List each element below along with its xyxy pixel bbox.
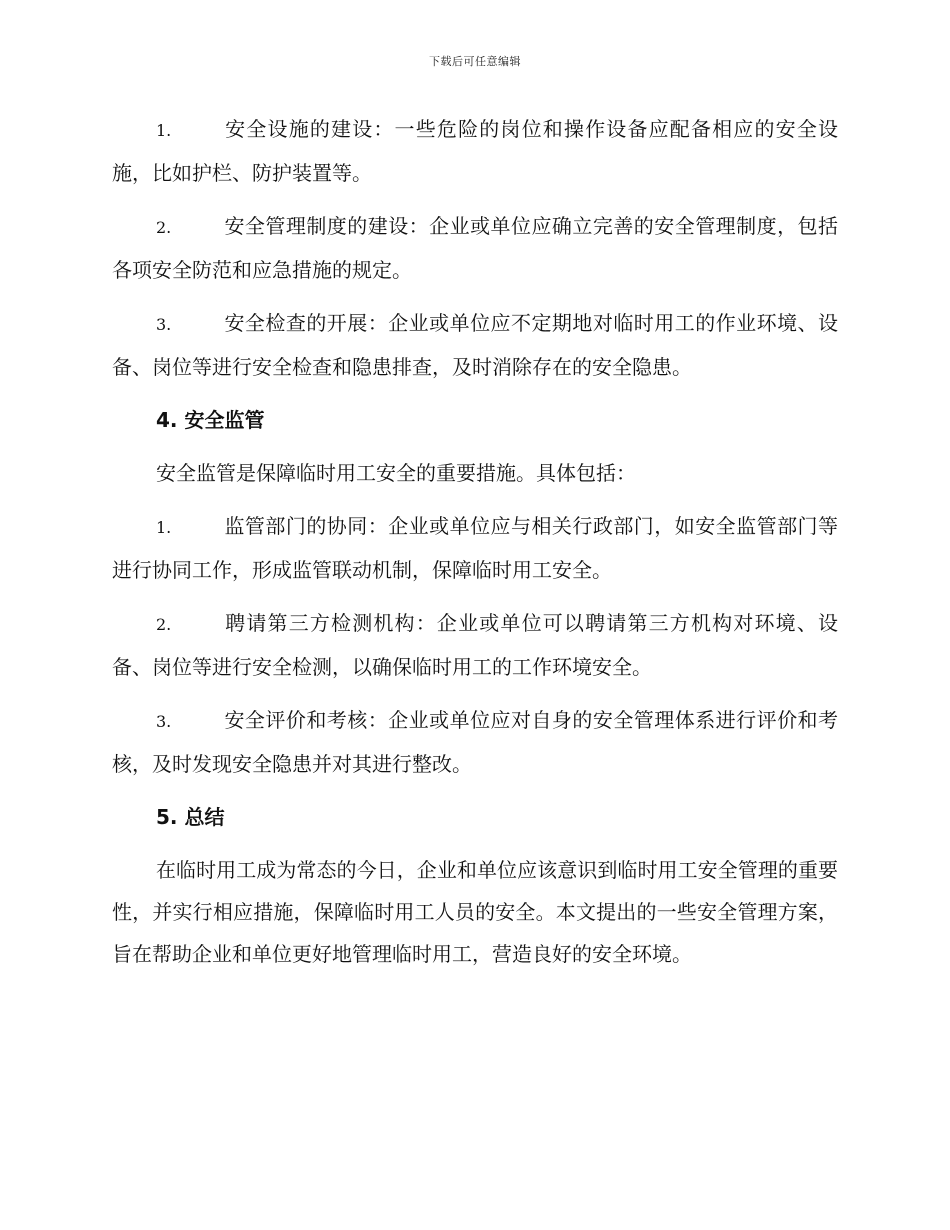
list-item — [112, 108, 838, 194]
section-intro: 安全监管是保障临时用工安全的重要措施。具体包括： — [156, 461, 636, 485]
list-number: 1. — [156, 121, 172, 140]
list-text: 安全检查的开展：企业或单位应不定期地对临时用工的作业环境、设备、岗位等进行安全检查和隐患排查，及时消除存在的安全隐患。 — [112, 311, 838, 379]
list-number: 3. — [156, 315, 172, 334]
list-number: 3. — [156, 712, 172, 731]
list-item — [112, 699, 838, 785]
document-body — [112, 108, 838, 986]
list-text: 聘请第三方检测机构：企业或单位可以聘请第三方机构对环境、设备、岗位等进行安全检测，以确保临时用工的工作环境安全。 — [112, 611, 838, 679]
list-item — [112, 302, 838, 388]
list-text: 安全评价和考核：企业或单位应对自身的安全管理体系进行评价和考核，及时发现安全隐患并对其进行整改。 — [112, 708, 838, 776]
page-header: 下载后可任意编辑 — [429, 55, 521, 68]
section-title-supervision: 4. 安全监管 — [156, 408, 265, 432]
list-text: 监管部门的协同：企业或单位应与相关行政部门，如安全监管部门等进行协同工作，形成监管联动机制，保障临时用工安全。 — [112, 514, 838, 582]
summary-paragraph: 在临时用工成为常态的今日，企业和单位应该意识到临时用工安全管理的重要性，并实行相应措施，保障临时用工人员的安全。本文提出的一些安全管理方案，旨在帮助企业和单位更好地管理临时用工，营造良好的安全环境。 — [112, 858, 838, 966]
list-item — [112, 602, 838, 688]
list-number: 2. — [156, 615, 172, 634]
list-number: 1. — [156, 518, 172, 537]
section-title-summary: 5. 总结 — [156, 805, 225, 829]
list-item — [112, 205, 838, 291]
list-number: 2. — [156, 218, 172, 237]
list-text: 安全管理制度的建设：企业或单位应确立完善的安全管理制度，包括各项安全防范和应急措施的规定。 — [112, 214, 838, 282]
list-item — [112, 505, 838, 591]
list-text: 安全设施的建设：一些危险的岗位和操作设备应配备相应的安全设施，比如护栏、防护装置等。 — [112, 117, 838, 185]
